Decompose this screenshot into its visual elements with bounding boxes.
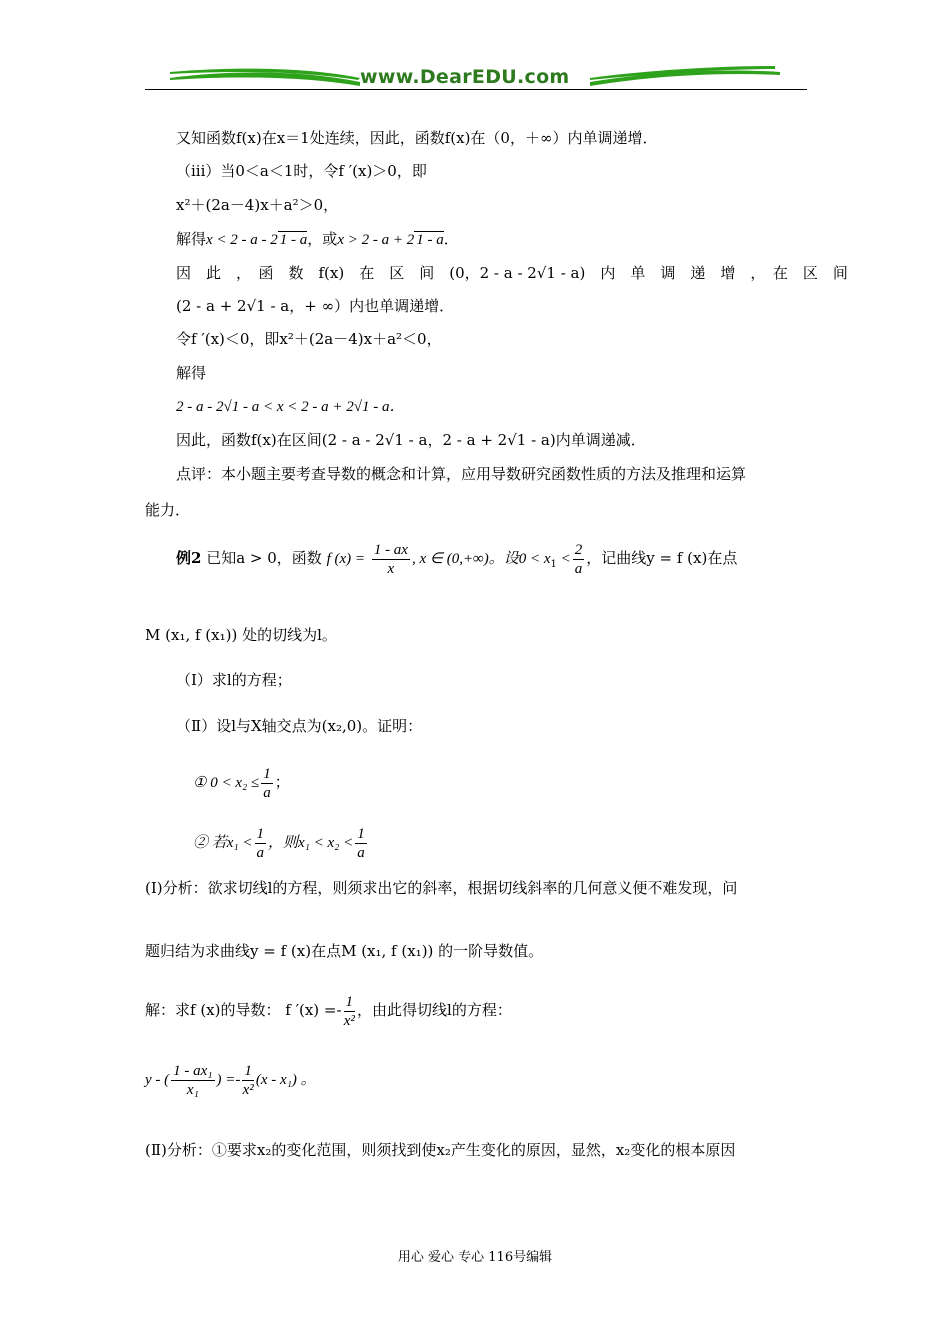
- text-line-5: 因 此 ， 函 数 f(x) 在 区 间 (0，2 - a - 2√1 - a) 内 单 调 递 增 ， 在 区 间: [176, 264, 848, 282]
- header-rule: [145, 89, 807, 90]
- analysis-2: (Ⅱ)分析：①要求x₂的变化范围，则须找到使x₂产生变化的原因，显然，x₂变化的根本原因: [145, 1141, 736, 1159]
- text-line-10: 因此，函数f(x)在区间(2 - a - 2√1 - a，2 - a + 2√1 - a)内单调递减．: [176, 431, 646, 449]
- example-2-given: 已知a > 0，函数: [206, 549, 322, 567]
- header-logo-text: www.DearEDU.com: [360, 66, 570, 88]
- proof-item-2-fraction-b: $\frac{1}{a}$: [357, 825, 365, 861]
- line4-end: ．: [443, 230, 459, 248]
- tangent-equation: y - ( $\frac{\text{1 - ax₁}}{\text{x₁}}$ ) =- $\frac{1}{\text{x²}}$ (x - x₁) 。: [145, 1063, 316, 1099]
- analysis-1-cont: 题归结为求曲线y = f (x)在点M (x₁, f (x₁)) 的一阶导数值。: [145, 942, 544, 960]
- derivative-fraction: $\frac{1}{\text{x²}}$: [343, 993, 355, 1029]
- text-line-8: 解得: [176, 364, 207, 382]
- analysis-1: (Ⅰ)分析：欲求切线l的方程，则须求出它的斜率，根据切线斜率的几何意义便不难发现，问: [145, 879, 738, 897]
- line4-root-b: 1 - a: [416, 232, 444, 248]
- proof-item-2-fraction-a: $\frac{1}{a}$: [256, 825, 264, 861]
- example-2-domain: , x ∈ (0,+∞)。设0 < x: [411, 551, 551, 567]
- example-2-bound-fraction: $\frac{2}{a}$: [574, 541, 583, 577]
- question-1: （Ⅰ）求l的方程；: [176, 671, 292, 689]
- example-2-function: f (x) =: [326, 551, 366, 567]
- example-2-fraction: $\frac{1 - ax}{x}$: [373, 541, 408, 577]
- line4-root-a: 1 - a: [279, 232, 308, 248]
- proof-item-2: ② 若x₁ < $\frac{1}{a}$ ，则x₁ < x₂ < $\frac{1}{a}$: [193, 825, 365, 861]
- solution-derivative: 解：求f (x)的导数： f ′(x) =- $\frac{1}{\text{x²}}$ ，由此得切线l的方程：: [145, 993, 512, 1029]
- text-line-7: 令f ′(x)＜0，即x²＋(2a－4)x＋a²＜0，: [176, 330, 442, 348]
- text-line-11: 点评：本小题主要考查导数的概念和计算，应用导数研究函数性质的方法及推理和运算: [176, 465, 747, 483]
- line4-prefix: 解得: [176, 230, 207, 248]
- question-2: （Ⅱ）设l与X轴交点为(x₂,0)。证明：: [176, 717, 423, 735]
- example-2-statement: 例2 已知a > 0，函数 f (x) = $\frac{1 - ax}{x}$ , x ∈ (0,+∞)。设$0 < x_1$ < $\frac{2}{a}$ ，记曲线y = f (x)在点: [176, 541, 738, 577]
- proof-item-1-fraction: $\frac{1}{a}$: [263, 765, 271, 801]
- text-line-3: x²＋(2a－4)x＋a²＞0，: [176, 196, 339, 214]
- tangent-fraction-a: $\frac{\text{1 - ax₁}}{\text{x₁}}$: [173, 1063, 213, 1099]
- text-line-1: 又知函数f(x)在x＝1处连续，因此，函数f(x)在（0，＋∞）内单调递增．: [176, 129, 658, 147]
- line4-ineq-b: x > 2 - a + 2: [337, 232, 415, 248]
- page-footer: 用心 爱心 专心 116号编辑: [397, 1250, 553, 1265]
- text-line-13: M (x₁, f (x₁)) 处的切线为l。: [145, 626, 337, 644]
- line4-mid: ，或: [307, 230, 338, 248]
- text-line-6: (2 - a + 2√1 - a，+ ∞）内也单调递增．: [176, 297, 455, 315]
- text-line-4: [176, 228, 459, 251]
- text-line-9: 2 - a - 2√1 - a < x < 2 - a + 2√1 - a．: [176, 399, 405, 415]
- example-2-curve: ，记曲线y = f (x)在点: [586, 549, 738, 567]
- text-line-2: （iii）当0＜a＜1时，令f ′(x)＞0，即: [176, 162, 427, 180]
- example-2-label: 例2: [176, 549, 202, 567]
- line4-ineq-a: x < 2 - a - 2: [206, 232, 278, 248]
- text-line-12: 能力．: [145, 501, 191, 519]
- tangent-fraction-b: $\frac{1}{\text{x²}}$: [242, 1063, 254, 1099]
- proof-item-1: ① 0 < x₂ ≤ $\frac{1}{a}$ ；: [193, 765, 290, 801]
